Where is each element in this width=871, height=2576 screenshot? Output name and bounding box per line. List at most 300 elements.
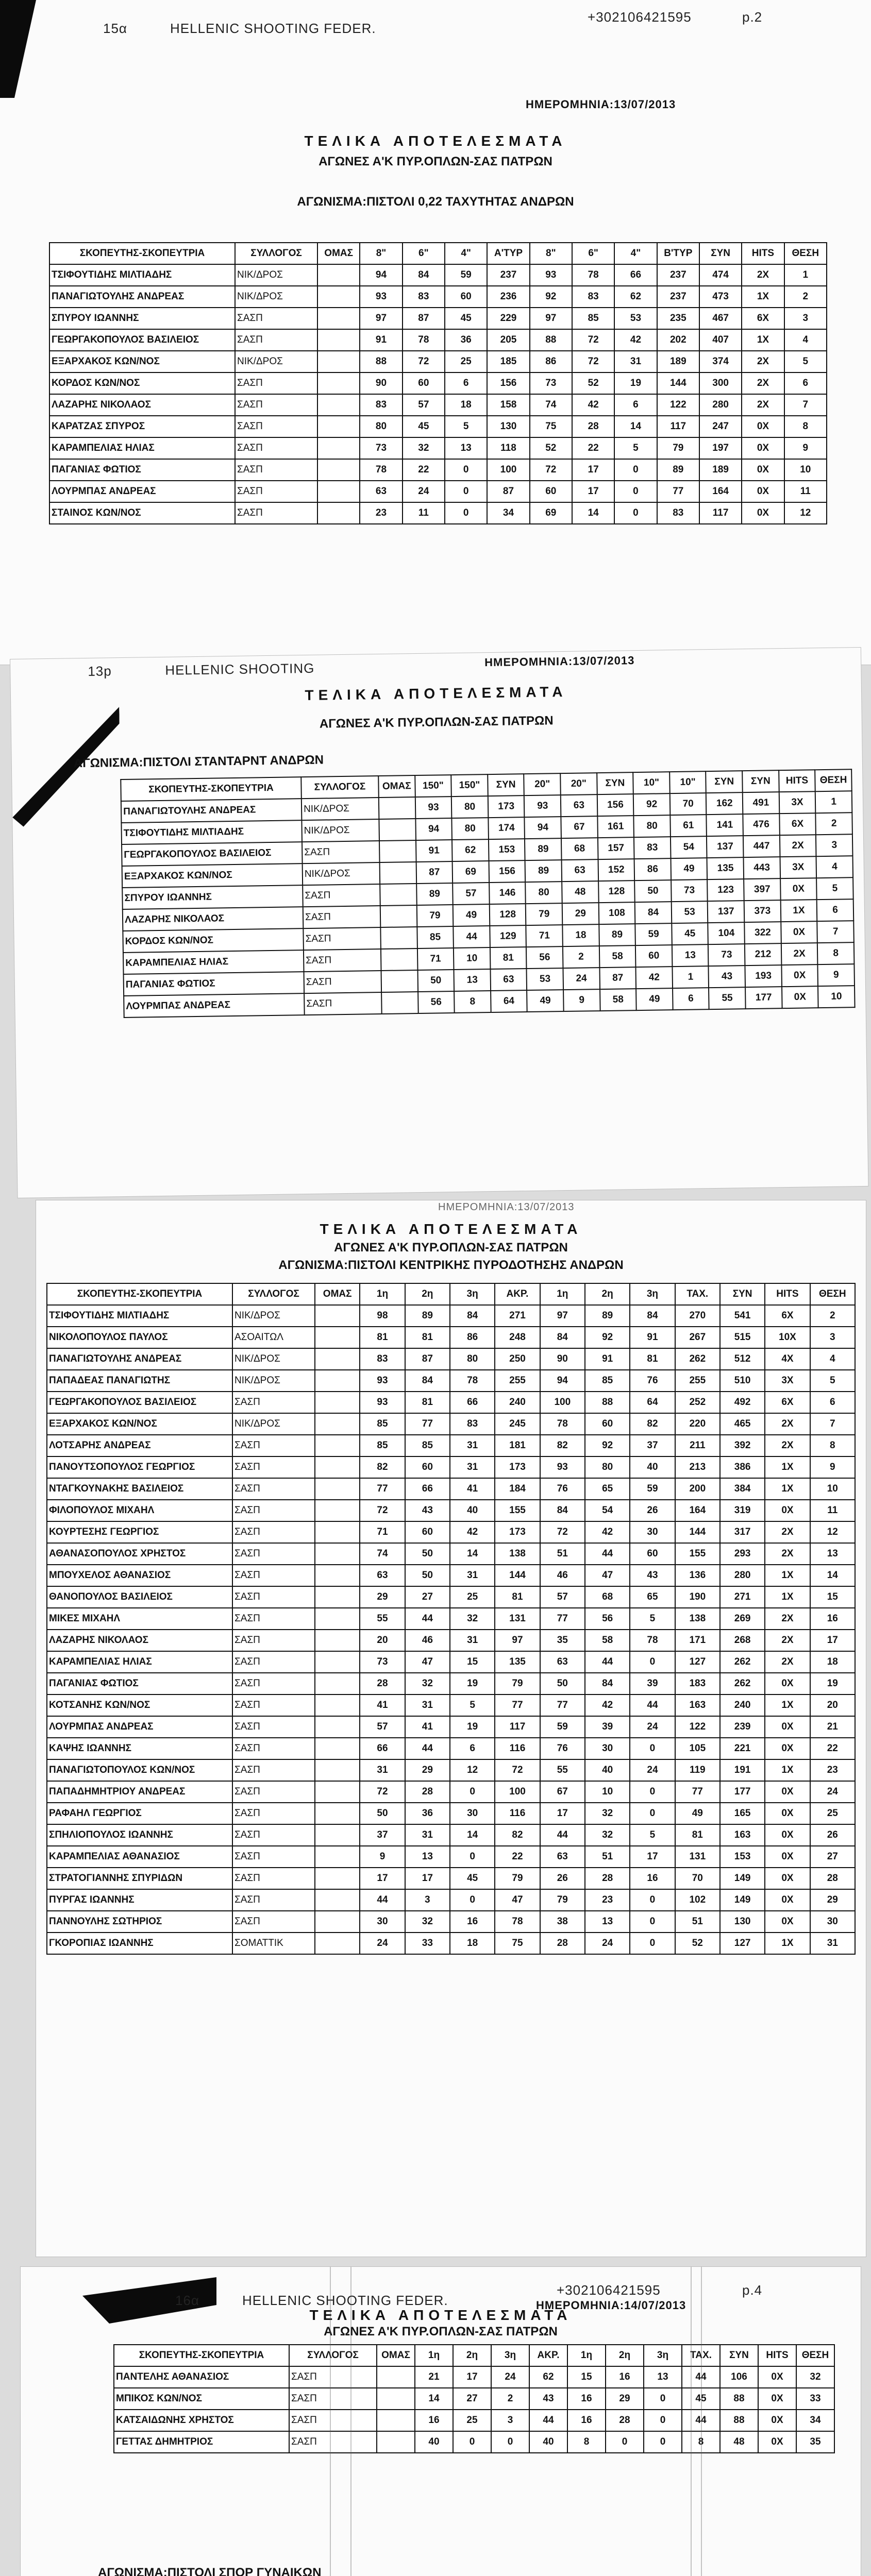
- scan-streak: [330, 2267, 331, 2576]
- table-cell: 44: [360, 1889, 405, 1911]
- shooter-name: ΝΤΑΓΚΟΥΝΑΚΗΣ ΒΑΣΙΛΕΙΟΣ: [47, 1478, 232, 1500]
- table-cell: 21: [810, 1716, 855, 1738]
- table-cell: 512: [720, 1348, 765, 1370]
- shooter-name: ΕΞΑΡΧΑΚΟΣ ΚΩΝ/ΝΟΣ: [47, 1413, 232, 1435]
- table-cell: 240: [720, 1694, 765, 1716]
- table-cell: [315, 1846, 360, 1868]
- table-cell: 77: [675, 1781, 720, 1803]
- table-cell: 15: [810, 1586, 855, 1608]
- table-cell: 81: [405, 1392, 450, 1413]
- table-cell: 32: [403, 437, 445, 459]
- club-name: ΣΑΣΠ: [289, 2366, 377, 2388]
- table-cell: 52: [675, 1933, 720, 1954]
- table-cell: [317, 394, 360, 416]
- table-cell: 72: [360, 1781, 405, 1803]
- table-cell: [315, 1327, 360, 1348]
- table-cell: 17: [540, 1803, 585, 1824]
- shooter-name: ΜΠΙΚΟΣ ΚΩΝ/ΝΟΣ: [114, 2388, 289, 2410]
- table-cell: 28: [540, 1933, 585, 1954]
- table-cell: 45: [682, 2388, 720, 2410]
- table-cell: 77: [405, 1413, 450, 1435]
- table-row: [47, 1456, 855, 1478]
- results-table: [49, 242, 827, 524]
- table-cell: 80: [451, 796, 488, 818]
- shooter-name: ΚΟΤΣΑΝΗΣ ΚΩΝ/ΝΟΣ: [47, 1694, 232, 1716]
- table-cell: 0X: [758, 2366, 796, 2388]
- table-row: [47, 1911, 855, 1933]
- table-row: [114, 2388, 834, 2410]
- table-row: [47, 1586, 855, 1608]
- club-name: ΣΑΣΠ: [289, 2388, 377, 2410]
- table-cell: 41: [405, 1716, 450, 1738]
- table-cell: 74: [530, 394, 572, 416]
- table-cell: 92: [530, 286, 572, 308]
- table-cell: 73: [360, 437, 402, 459]
- table-cell: 78: [630, 1630, 675, 1651]
- table-cell: 38: [540, 1911, 585, 1933]
- table-cell: 79: [657, 437, 699, 459]
- table-cell: 59: [445, 264, 487, 286]
- table-cell: 45: [445, 308, 487, 329]
- club-name: ΣΑΣΠ: [232, 1673, 315, 1694]
- shooter-name: ΛΟΥΡΜΠΑΣ ΑΝΔΡΕΑΣ: [124, 993, 305, 1018]
- club-name: ΝΙΚ/ΔΡΟΣ: [232, 1305, 315, 1327]
- table-cell: 117: [699, 502, 742, 524]
- table-cell: 44: [540, 1824, 585, 1846]
- table-cell: 56: [585, 1608, 630, 1630]
- results-date: ΗΜΕΡΟΜΗΝΙΑ:14/07/2013: [536, 2299, 686, 2312]
- table-cell: 44: [585, 1543, 630, 1565]
- shooter-name: ΠΥΡΓΑΣ ΙΩΑΝΝΗΣ: [47, 1889, 232, 1911]
- table-cell: 541: [720, 1305, 765, 1327]
- table-cell: 54: [671, 836, 707, 858]
- table-cell: 2X: [780, 835, 816, 857]
- table-row: [47, 1738, 855, 1759]
- table-cell: [317, 264, 360, 286]
- table-cell: 94: [525, 817, 561, 839]
- table-cell: 93: [415, 796, 451, 819]
- table-cell: [380, 862, 416, 884]
- club-name: ΣΑΣΠ: [302, 841, 380, 863]
- table-cell: 6: [445, 372, 487, 394]
- table-cell: 60: [530, 481, 572, 502]
- table-cell: 122: [657, 394, 699, 416]
- table-cell: [315, 1456, 360, 1478]
- table-cell: 0X: [765, 1824, 810, 1846]
- table-cell: 0X: [742, 481, 784, 502]
- table-cell: 72: [495, 1759, 540, 1781]
- table-cell: [381, 992, 418, 1014]
- shooter-name: ΓΚΟΡΟΠΙΑΣ ΙΩΑΝΝΗΣ: [47, 1933, 232, 1954]
- table-cell: 141: [707, 814, 743, 836]
- table-cell: 94: [415, 818, 452, 840]
- table-cell: 22: [403, 459, 445, 481]
- table-cell: 19: [450, 1673, 495, 1694]
- table-cell: 18: [450, 1933, 495, 1954]
- table-cell: 57: [540, 1586, 585, 1608]
- scan-streak: [701, 2267, 702, 2576]
- table-cell: 128: [598, 880, 635, 903]
- table-cell: 89: [599, 924, 635, 946]
- column-header: 6": [403, 243, 445, 264]
- shooter-name: ΚΑΡΑΜΠΕΛΙΑΣ ΗΛΙΑΣ: [123, 950, 304, 974]
- table-cell: 91: [585, 1348, 630, 1370]
- table-cell: 1: [815, 791, 852, 813]
- table-cell: 82: [540, 1435, 585, 1456]
- club-name: ΣΑΣΠ: [232, 1392, 315, 1413]
- table-row: [47, 1478, 855, 1500]
- table-cell: 73: [360, 1651, 405, 1673]
- table-cell: [315, 1565, 360, 1586]
- table-cell: 77: [495, 1694, 540, 1716]
- club-name: ΣΑΣΠ: [303, 906, 381, 928]
- table-cell: 34: [796, 2410, 834, 2431]
- column-header: ΘΕΣΗ: [784, 243, 827, 264]
- table-cell: 127: [675, 1651, 720, 1673]
- table-cell: 5: [630, 1824, 675, 1846]
- table-cell: 79: [495, 1868, 540, 1889]
- shooter-name: ΝΙΚΟΛΟΠΟΥΛΟΣ ΠΑΥΛΟΣ: [47, 1327, 232, 1348]
- table-cell: 184: [495, 1478, 540, 1500]
- table-cell: 93: [360, 1392, 405, 1413]
- table-cell: 89: [525, 860, 562, 882]
- table-cell: [377, 2366, 415, 2388]
- table-cell: 70: [675, 1868, 720, 1889]
- table-cell: 443: [744, 857, 780, 879]
- table-cell: 1X: [765, 1933, 810, 1954]
- table-cell: 66: [614, 264, 657, 286]
- table-cell: 91: [416, 840, 453, 862]
- table-cell: 0X: [742, 437, 784, 459]
- table-cell: 4X: [765, 1348, 810, 1370]
- table-cell: 190: [675, 1586, 720, 1608]
- table-cell: 163: [675, 1694, 720, 1716]
- table-cell: [317, 437, 360, 459]
- table-cell: 1X: [765, 1565, 810, 1586]
- club-name: ΣΑΣΠ: [232, 1478, 315, 1500]
- club-name: ΣΑΣΠ: [235, 372, 317, 394]
- table-cell: 117: [657, 416, 699, 437]
- table-cell: 58: [599, 945, 636, 968]
- table-cell: 40: [450, 1500, 495, 1521]
- shooter-name: ΚΟΡΔΟΣ ΚΩΝ/ΝΟΣ: [49, 372, 235, 394]
- table-cell: 19: [450, 1716, 495, 1738]
- table-cell: 174: [488, 817, 525, 839]
- table-cell: 41: [450, 1478, 495, 1500]
- shooter-name: ΚΑΨΗΣ ΙΩΑΝΝΗΣ: [47, 1738, 232, 1759]
- table-cell: 94: [360, 264, 402, 286]
- club-name: ΣΑΣΠ: [232, 1911, 315, 1933]
- table-cell: 29: [562, 903, 599, 925]
- table-cell: 62: [452, 839, 489, 861]
- table-row: [47, 1435, 855, 1456]
- table-cell: 373: [744, 900, 781, 922]
- column-header: 1η: [567, 2345, 606, 2366]
- table-cell: 46: [405, 1630, 450, 1651]
- table-cell: 42: [572, 394, 614, 416]
- fax-page-2: [10, 648, 868, 1198]
- table-row: [47, 1500, 855, 1521]
- table-cell: 20: [810, 1694, 855, 1716]
- table-cell: 65: [585, 1478, 630, 1500]
- table-cell: 42: [614, 329, 657, 351]
- table-cell: 255: [675, 1370, 720, 1392]
- table-cell: 82: [495, 1824, 540, 1846]
- table-cell: 118: [487, 437, 529, 459]
- table-cell: 81: [675, 1824, 720, 1846]
- table-row: [47, 1348, 855, 1370]
- event-name: ΑΓΩΝΙΣΜΑ:ΠΙΣΤΟΛΙ 0,22 ΤΑΧΥΤΗΤΑΣ ΑΝΔΡΩΝ: [297, 195, 574, 209]
- table-cell: 16: [450, 1911, 495, 1933]
- table-cell: 17: [405, 1868, 450, 1889]
- table-cell: 0X: [758, 2431, 796, 2453]
- table-cell: 0X: [781, 921, 817, 943]
- table-cell: 4: [810, 1348, 855, 1370]
- shooter-name: ΠΑΝΟΥΤΣΟΠΟΥΛΟΣ ΓΕΩΡΓΙΟΣ: [47, 1456, 232, 1478]
- table-cell: 63: [360, 1565, 405, 1586]
- table-cell: 98: [360, 1305, 405, 1327]
- table-cell: [315, 1824, 360, 1846]
- table-cell: 92: [633, 793, 670, 816]
- table-cell: 119: [675, 1759, 720, 1781]
- table-cell: [315, 1630, 360, 1651]
- table-cell: 220: [675, 1413, 720, 1435]
- table-cell: 73: [671, 879, 708, 902]
- table-cell: 27: [810, 1846, 855, 1868]
- table-header-row: [114, 2345, 834, 2366]
- table-cell: 81: [495, 1586, 540, 1608]
- table-cell: 447: [743, 835, 780, 857]
- table-cell: 21: [415, 2366, 453, 2388]
- table-cell: 7: [784, 394, 827, 416]
- table-cell: 10: [585, 1781, 630, 1803]
- table-cell: 271: [720, 1586, 765, 1608]
- club-name: ΝΙΚ/ΔΡΟΣ: [301, 819, 379, 842]
- table-cell: 9: [784, 437, 827, 459]
- table-row: [47, 1694, 855, 1716]
- table-cell: 137: [707, 836, 743, 858]
- table-cell: 11: [810, 1500, 855, 1521]
- table-cell: 43: [529, 2388, 567, 2410]
- table-cell: 60: [445, 286, 487, 308]
- table-cell: 1X: [765, 1759, 810, 1781]
- column-header: ΟΜΑΣ: [378, 775, 415, 798]
- table-cell: 29: [360, 1586, 405, 1608]
- table-cell: 52: [530, 437, 572, 459]
- table-row: [49, 372, 827, 394]
- table-cell: [315, 1651, 360, 1673]
- table-cell: 28: [360, 1673, 405, 1694]
- shooter-name: ΓΕΩΡΓΑΚΟΠΟΥΛΟΣ ΒΑΣΙΛΕΙΟΣ: [47, 1392, 232, 1413]
- table-row: [47, 1651, 855, 1673]
- table-row: [47, 1413, 855, 1435]
- table-cell: 100: [540, 1392, 585, 1413]
- table-cell: 45: [450, 1868, 495, 1889]
- table-row: [49, 351, 827, 372]
- table-cell: 90: [360, 372, 402, 394]
- table-cell: 42: [585, 1521, 630, 1543]
- table-cell: 57: [403, 394, 445, 416]
- table-cell: 156: [487, 372, 529, 394]
- table-cell: 14: [614, 416, 657, 437]
- table-cell: 0: [450, 1846, 495, 1868]
- table-cell: 28: [405, 1781, 450, 1803]
- column-header: 3η: [630, 1283, 675, 1305]
- club-name: ΝΙΚ/ΔΡΟΣ: [301, 798, 379, 820]
- column-header: 2η: [405, 1283, 450, 1305]
- table-cell: 50: [405, 1543, 450, 1565]
- table-cell: 26: [810, 1824, 855, 1846]
- table-cell: 135: [707, 857, 744, 879]
- table-cell: 205: [487, 329, 529, 351]
- table-cell: 1X: [780, 900, 817, 922]
- table-row: [49, 264, 827, 286]
- table-cell: 271: [495, 1305, 540, 1327]
- results-table: [113, 2344, 835, 2453]
- shooter-name: ΠΑΝΑΓΙΩΤΟΥΛΗΣ ΑΝΔΡΕΑΣ: [49, 286, 235, 308]
- shooter-name: ΚΑΡΑΜΠΕΛΙΑΣ ΗΛΙΑΣ: [49, 437, 235, 459]
- table-cell: 0X: [742, 416, 784, 437]
- club-name: ΣΑΣΠ: [235, 416, 317, 437]
- table-cell: 54: [585, 1500, 630, 1521]
- table-cell: 144: [495, 1565, 540, 1586]
- table-cell: 3: [810, 1327, 855, 1348]
- table-cell: 71: [417, 948, 454, 970]
- column-header: 1η: [415, 2345, 453, 2366]
- club-name: ΣΑΣΠ: [232, 1716, 315, 1738]
- results-date: ΗΜΕΡΟΜΗΝΙΑ:13/07/2013: [484, 654, 635, 669]
- table-row: [49, 459, 827, 481]
- table-cell: 59: [635, 923, 672, 945]
- table-cell: 0: [445, 459, 487, 481]
- table-cell: 80: [585, 1456, 630, 1478]
- table-cell: 0X: [780, 878, 817, 900]
- table-cell: 48: [720, 2431, 758, 2453]
- shooter-name: ΦΙΛΟΠΟΥΛΟΣ ΜΙΧΑΗΛ: [47, 1500, 232, 1521]
- table-cell: 10X: [765, 1327, 810, 1348]
- table-cell: 211: [675, 1435, 720, 1456]
- table-cell: 93: [360, 286, 402, 308]
- table-cell: 76: [630, 1370, 675, 1392]
- shooter-name: ΠΑΝΝΟΥΛΗΣ ΣΩΤΗΡΙΟΣ: [47, 1911, 232, 1933]
- table-cell: [379, 819, 415, 841]
- table-cell: 44: [630, 1694, 675, 1716]
- column-header: 4": [445, 243, 487, 264]
- table-cell: 83: [572, 286, 614, 308]
- table-cell: 60: [405, 1521, 450, 1543]
- shooter-name: ΠΑΠΑΔΕΑΣ ΠΑΝΑΓΙΩΤΗΣ: [47, 1370, 232, 1392]
- shooter-name: ΕΞΑΡΧΑΚΟΣ ΚΩΝ/ΝΟΣ: [122, 863, 303, 888]
- table-cell: [317, 329, 360, 351]
- table-cell: 13: [585, 1911, 630, 1933]
- table-cell: 84: [630, 1305, 675, 1327]
- table-cell: 138: [675, 1608, 720, 1630]
- table-cell: 50: [417, 970, 454, 992]
- table-cell: 0: [606, 2431, 644, 2453]
- table-cell: [317, 502, 360, 524]
- table-cell: 40: [585, 1759, 630, 1781]
- table-cell: 3X: [765, 1370, 810, 1392]
- table-cell: 29: [606, 2388, 644, 2410]
- results-title: ΤΕΛΙΚΑ ΑΠΟΤΕΛΕΣΜΑΤΑ: [320, 1221, 582, 1237]
- column-header: ΣΥΝ: [706, 771, 743, 793]
- table-cell: 30: [360, 1911, 405, 1933]
- table-cell: [317, 416, 360, 437]
- table-cell: 32: [585, 1824, 630, 1846]
- table-cell: 81: [405, 1327, 450, 1348]
- table-cell: 91: [360, 329, 402, 351]
- table-cell: 11: [784, 481, 827, 502]
- table-cell: [315, 1694, 360, 1716]
- table-cell: 0X: [765, 1781, 810, 1803]
- shooter-name: ΛΑΖΑΡΗΣ ΝΙΚΟΛΑΟΣ: [49, 394, 235, 416]
- table-cell: [315, 1803, 360, 1824]
- column-header: 1η: [360, 1283, 405, 1305]
- table-cell: 149: [720, 1868, 765, 1889]
- table-row: [47, 1868, 855, 1889]
- table-cell: [315, 1716, 360, 1738]
- table-cell: 77: [360, 1478, 405, 1500]
- table-cell: 76: [540, 1738, 585, 1759]
- competition-subtitle: ΑΓΩΝΕΣ Α'Κ ΠΥΡ.ΟΠΛΩΝ-ΣΑΣ ΠΑΤΡΩΝ: [324, 2325, 558, 2338]
- table-cell: 5: [450, 1694, 495, 1716]
- table-cell: 24: [630, 1759, 675, 1781]
- table-cell: 237: [657, 264, 699, 286]
- table-cell: 0: [630, 1738, 675, 1759]
- column-header: 4": [614, 243, 657, 264]
- table-cell: 3: [784, 308, 827, 329]
- club-name: ΣΑΣΠ: [232, 1868, 315, 1889]
- table-cell: [315, 1738, 360, 1759]
- table-cell: 51: [675, 1911, 720, 1933]
- table-cell: 28: [572, 416, 614, 437]
- table-cell: 270: [675, 1305, 720, 1327]
- table-cell: 78: [360, 459, 402, 481]
- table-cell: 97: [495, 1630, 540, 1651]
- shooter-name: ΜΠΟΥΧΕΛΟΣ ΑΘΑΝΑΣΙΟΣ: [47, 1565, 232, 1586]
- column-header: Β'ΤΥΡ: [657, 243, 699, 264]
- table-cell: 0: [644, 2410, 682, 2431]
- column-header: 3η: [491, 2345, 529, 2366]
- table-cell: 16: [567, 2388, 606, 2410]
- table-cell: 69: [453, 861, 489, 883]
- table-cell: 72: [360, 1500, 405, 1521]
- column-header: ΟΜΑΣ: [317, 243, 360, 264]
- table-cell: 63: [360, 481, 402, 502]
- table-cell: 52: [572, 372, 614, 394]
- table-cell: 29: [405, 1759, 450, 1781]
- table-cell: 40: [415, 2431, 453, 2453]
- column-header: ΤΑΧ.: [682, 2345, 720, 2366]
- table-cell: 12: [450, 1759, 495, 1781]
- table-cell: 374: [699, 351, 742, 372]
- table-cell: 47: [495, 1889, 540, 1911]
- club-name: ΝΙΚ/ΔΡΟΣ: [235, 351, 317, 372]
- table-cell: 84: [635, 902, 672, 924]
- table-cell: 73: [530, 372, 572, 394]
- table-cell: 23: [360, 502, 402, 524]
- table-cell: 33: [796, 2388, 834, 2410]
- table-cell: 92: [585, 1435, 630, 1456]
- table-cell: 81: [490, 947, 527, 969]
- table-cell: 83: [360, 1348, 405, 1370]
- table-cell: 131: [495, 1608, 540, 1630]
- table-cell: 81: [360, 1327, 405, 1348]
- table-cell: 77: [540, 1608, 585, 1630]
- table-cell: 6: [817, 899, 853, 921]
- table-cell: 12: [784, 502, 827, 524]
- table-cell: 57: [453, 883, 489, 905]
